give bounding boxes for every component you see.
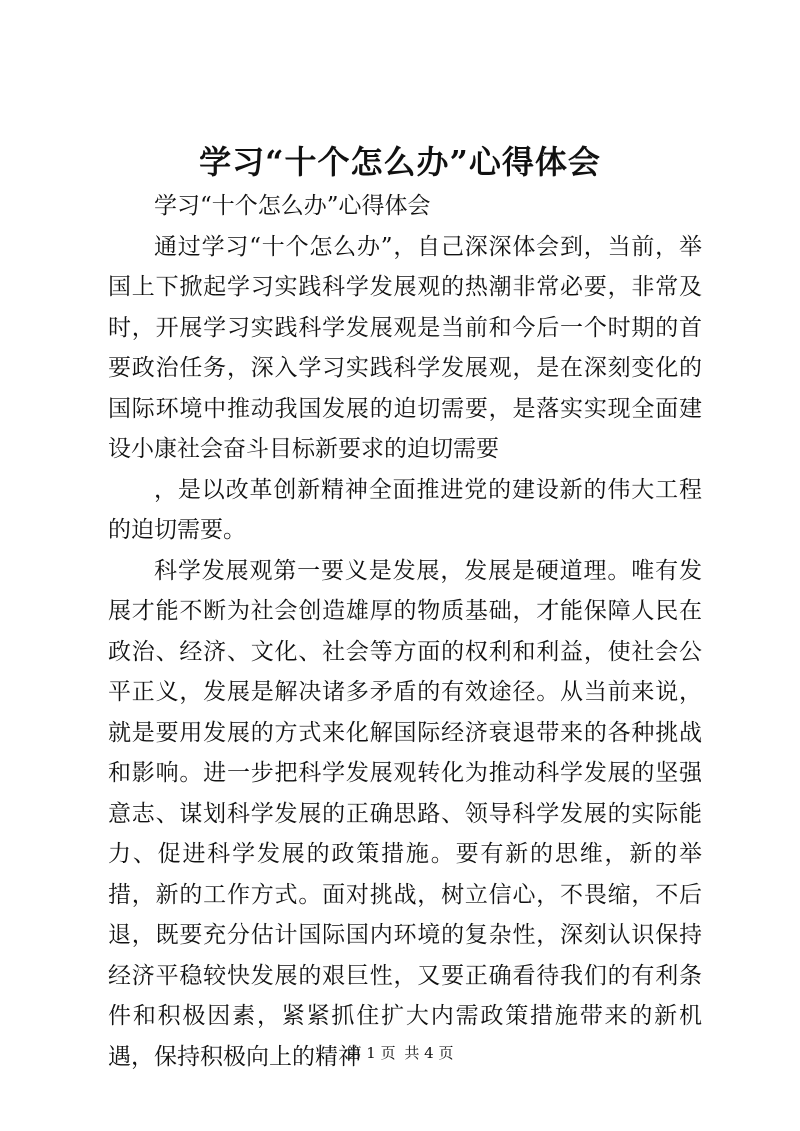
- paragraph-subtitle: 学习“十个怎么办”心得体会: [154, 193, 431, 219]
- paragraph-development: 科学发展观第一要义是发展，发展是硬道理。唯有发展才能不断为社会创造雄厚的物质基础，才能保障人民在政治、经济、文化、社会等方面的权利和利益，使社会公平正义，发展是解决诸多矛盾的有效途径。从当前来说，就是要用发展的方式来化解国际经济衰退带来的各种挑战和影响。进一步把科学发展观转化为推动科学发展的坚强意志、谋划科学发展的正确思路、领导科学发展的实际能力、促进科学发展的政策措施。要有新的思维，新的举措，新的工作方式。面对挑战，树立信心，不畏缩，不后退，既要充分估计国际国内环境的复杂性，深刻认识保持经济平稳较快发展的艰巨性，又要正确看待我们的有利条件和积极因素，紧紧抓住扩大内需政策措施带来的新机遇，保持积极向上的精神: [108, 557, 702, 1070]
- page-total: 共 4 页: [404, 1044, 454, 1062]
- paragraph-intro: 通过学习“十个怎么办”，自己深深体会到，当前，举国上下掀起学习实践科学发展观的热潮非常必要，非常及时，开展学习实践科学发展观是当前和今后一个时期的首要政治任务，深入学习实践科学发展观，是在深刻变化的国际环境中推动我国发展的迫切需要，是落实实现全面建设小康社会奋斗目标新要求的迫切需要: [108, 233, 702, 462]
- page-footer: [0, 1043, 800, 1063]
- document-body: [108, 186, 702, 1077]
- page-number: 第 1 页: [346, 1044, 396, 1062]
- paragraph-continuation: ，是以改革创新精神全面推进党的建设新的伟大工程的迫切需要。: [108, 476, 702, 543]
- document-title: 学习“十个怎么办”心得体会: [199, 143, 601, 181]
